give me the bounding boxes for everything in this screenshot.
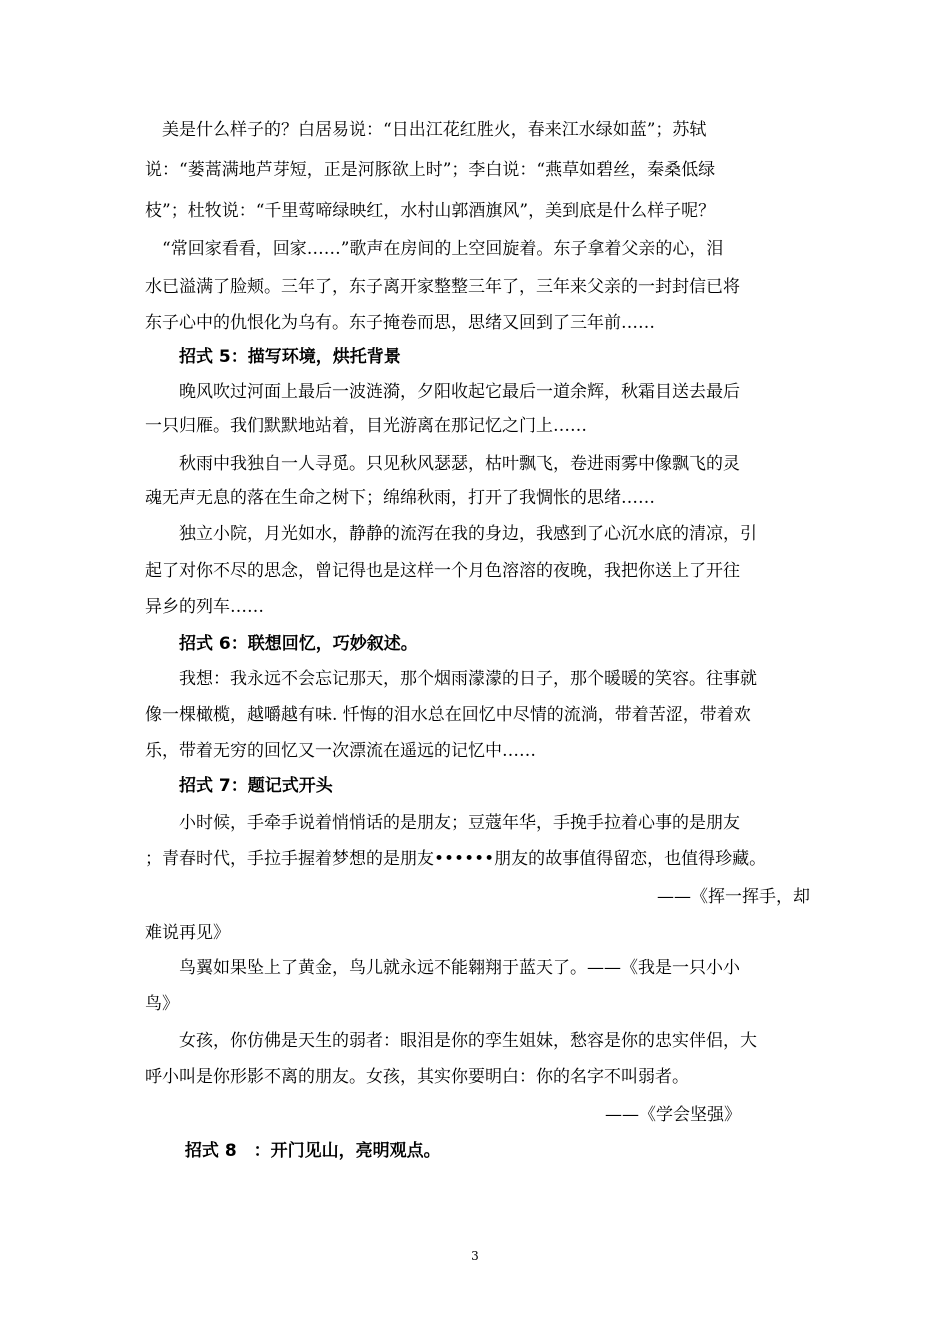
paragraph-line: 独立小院，月光如水，静静的流泻在我的身边，我感到了心沉水底的清凉，引 [145, 524, 757, 544]
quote-attribution: ——《挥一挥手，却 [657, 887, 810, 907]
paragraph-line: 起了对你不尽的思念，曾记得也是这样一个月色溶溶的夜晚，我把你送上了开往 [145, 561, 740, 581]
paragraph-line: 说：“蒌蒿满地芦芽短，正是河豚欲上时”；李白说：“燕草如碧丝，秦桑低绿 [145, 160, 716, 180]
paragraph-line: 晚风吹过河面上最后一波涟漪，夕阳收起它最后一道余辉，秋霜目送去最后 [145, 382, 740, 402]
paragraph-line: 美是什么样子的？白居易说：“日出江花红胜火，春来江水绿如蓝”；苏轼 [145, 120, 707, 140]
paragraph-line: 水已溢满了脸颊。三年了，东子离开家整整三年了，三年来父亲的一封封信已将 [145, 277, 740, 297]
paragraph-line: 乐，带着无穷的回忆又一次漂流在遥远的记忆中…… [145, 741, 536, 761]
paragraph-line: 我想：我永远不会忘记那天，那个烟雨濛濛的日子，那个暖暖的笑容。往事就 [145, 669, 757, 689]
paragraph-line: 魂无声无息的落在生命之树下；绵绵秋雨，打开了我惆怅的思绪…… [145, 488, 655, 508]
paragraph-line: 秋雨中我独自一人寻觅。只见秋风瑟瑟，枯叶飘飞，卷进雨雾中像飘飞的灵 [145, 454, 740, 474]
paragraph-line: 小时候，手牵手说着悄悄话的是朋友；豆蔻年华，手挽手拉着心事的是朋友 [145, 813, 740, 833]
paragraph-line: 异乡的列车…… [145, 597, 264, 617]
paragraph-line: 像一棵橄榄，越嚼越有味. 忏悔的泪水总在回忆中尽情的流淌，带着苦涩，带着欢 [145, 705, 751, 725]
section-heading-7: 招式 7：题记式开头 [145, 776, 333, 796]
paragraph-line: 东子心中的仇恨化为乌有。东子掩卷而思，思绪又回到了三年前…… [145, 313, 655, 333]
paragraph-line: 呼小叫是你形影不离的朋友。女孩，其实你要明白：你的名字不叫弱者。 [145, 1067, 689, 1087]
quote-attribution: ——《学会坚强》 [605, 1105, 741, 1125]
section-heading-8: 招式 8 ：开门见山，亮明观点。 [145, 1141, 441, 1161]
section-heading-6: 招式 6：联想回忆，巧妙叙述。 [145, 634, 418, 654]
page-number: 3 [471, 1249, 479, 1263]
quote-attribution-continued: 难说再见》 [145, 923, 230, 943]
paragraph-line: ；青春时代，手拉手握着梦想的是朋友••••••朋友的故事值得留恋，也值得珍藏。 [145, 849, 767, 869]
paragraph-line: “常回家看看，回家……”歌声在房间的上空回旋着。东子拿着父亲的心，泪 [145, 239, 724, 259]
section-heading-5: 招式 5：描写环境，烘托背景 [145, 347, 401, 367]
paragraph-line: 鸟翼如果坠上了黄金，鸟儿就永远不能翱翔于蓝天了。——《我是一只小小 [145, 958, 740, 978]
paragraph-line: 鸟》 [145, 994, 179, 1014]
paragraph-line: 女孩，你仿佛是天生的弱者：眼泪是你的孪生姐妹，愁容是你的忠实伴侣，大 [145, 1031, 757, 1051]
paragraph-line: 一只归雁。我们默默地站着，目光游离在那记忆之门上…… [145, 416, 587, 436]
paragraph-line: 枝”；杜牧说：“千里莺啼绿映红，水村山郭酒旗风”，美到底是什么样子呢？ [145, 201, 716, 221]
